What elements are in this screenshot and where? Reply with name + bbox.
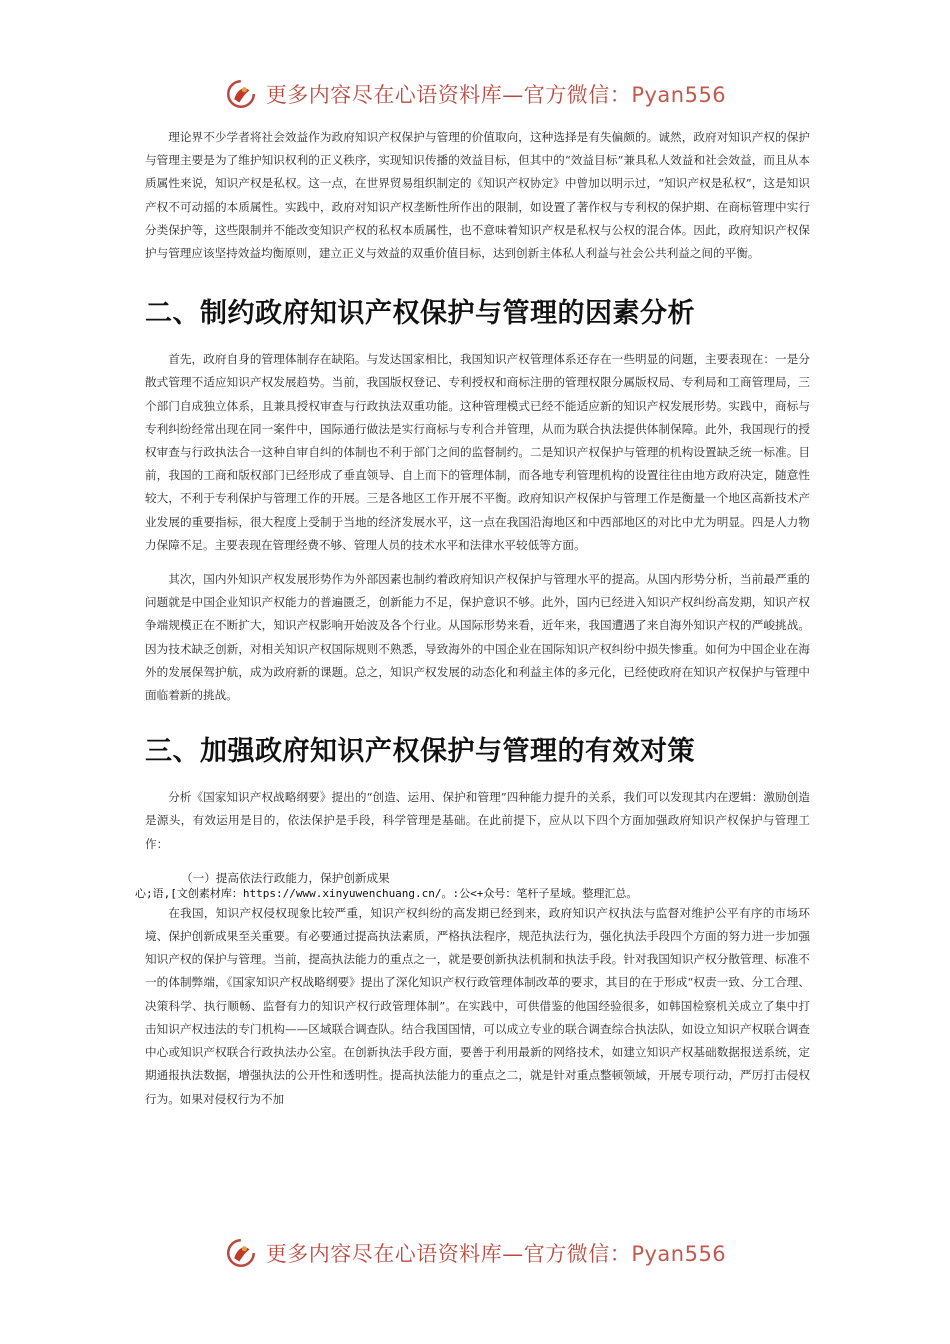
- brush-swirl-logo-icon: [224, 77, 258, 111]
- section-3-paragraph-1: 分析《国家知识产权战略纲要》提出的“创造、运用、保护和管理”四种能力提升的关系，我们可以发现其内在逻辑：激励创造是源头，有效运用是目的，依法保护是手段，科学管理是基础。在此前提下，应从以下四个方面加强政府知识产权保护与管理工作：: [145, 790, 810, 851]
- banner-text: 更多内容尽在心语资料库—官方微信：Pyan556: [265, 1242, 727, 1266]
- banner-text: 更多内容尽在心语资料库—官方微信：Pyan556: [265, 83, 727, 107]
- section-3-paragraph-2: 在我国，知识产权侵权现象比较严重，知识产权纠纷的高发期已经到来，政府知识产权执法与监督对维护公平有序的市场环境、保护创新成果至关重要。有必要通过提高执法素质，严格执法程序，规范执法行为，强化执法手段四个方面的努力进一步加强知识产权的保护与管理。当前，提高执法能力的重点之一，就是要创新执法机制和执法手段。针对我国知识产权分散管理、标准不一的体制弊端，《国家知识产权战略纲要》提出了深化知识产权行政管理体制改革的要求，其目的在于形成“权责一致、分工合理、决策科学、执行顺畅、监督有力的知识产权行政管理体制”。在实践中，可供借鉴的他国经验很多，如韩国检察机关成立了集中打击知识产权违法的专门机构——区域联合调查队。结合我国国情，可以成立专业的联合调查综合执法队，如设立知识产权联合调查中心或知识产权联合行政执法办公室。在创新执法手段方面，要善于利用最新的网络技术，如建立知识产权基础数据报送系统，定期通报执法数据，增强执法的公开性和透明性。提高执法能力的重点之二，就是针对重点整顿领域，开展专项行动，严厉打击侵权行为。如果对侵权行为不加: [145, 905, 810, 1106]
- brush-swirl-logo-icon: [224, 1236, 258, 1270]
- subsection-1-heading: （一）提高依法行政能力，保护创新成果: [181, 870, 390, 885]
- section-3-heading: 三、加强政府知识产权保护与管理的有效对策: [145, 736, 695, 768]
- header-banner: [0, 74, 950, 114]
- footer-banner: [0, 1233, 950, 1273]
- section-2-paragraph-2: 其次，国内外知识产权发展形势作为外部因素也制约着政府知识产权保护与管理水平的提高。从国内形势分析，当前最严重的问题就是中国企业知识产权能力的普遍匮乏，创新能力不足，保护意识不够。此外，国内已经进入知识产权纠纷高发期，知识产权争端规模正在不断扩大，知识产权影响开始波及各个行业。从国际形势来看，近年来，我国遭遇了来自海外知识产权的严峻挑战。因为技术缺乏创新，对相关知识产权国际规则不熟悉，导致海外的中国企业在国际知识产权纠纷中损失惨重。如何为中国企业在海外的发展保驾护航，成为政府新的课题。总之，知识产权发展的动态化和利益主体的多元化，已经使政府在知识产权保护与管理中面临着新的挑战。: [145, 572, 810, 703]
- section-2-heading: 二、制约政府知识产权保护与管理的因素分析: [145, 298, 695, 330]
- document-body: [135, 126, 810, 1111]
- source-note: 心;语,[文创素材库：https://www.xinyuwenchuang.cn/。:公<+众号：笔杆子星域。整理汇总。: [135, 886, 638, 900]
- intro-paragraph: 理论界不少学者将社会效益作为政府知识产权保护与管理的价值取向，这种选择是有失偏颇的。诚然，政府对知识产权的保护与管理主要是为了维护知识权利的正义秩序，实现知识传播的效益目标，但其中的“效益目标”兼具私人效益和社会效益，而且从本质属性来说，知识产权是私权。这一点，在世界贸易组织制定的《知识产权协定》中曾加以明示过，“知识产权是私权”，这是知识产权不可动摇的本质属性。实践中，政府对知识产权垄断性所作出的限制，如设置了著作权与专利权的保护期、在商标管理中实行分类保护等，这些限制并不能改变知识产权的私权本质属性，也不意味着知识产权是私权与公权的混合体。因此，政府知识产权保护与管理应该坚持效益均衡原则，建立正义与效益的双重价值目标，达到创新主体私人利益与社会公共利益之间的平衡。: [145, 130, 810, 261]
- section-2-paragraph-1: 首先，政府自身的管理体制存在缺陷。与发达国家相比，我国知识产权管理体系还存在一些明显的问题，主要表现在：一是分散式管理不适应知识产权发展趋势。当前，我国版权登记、专利授权和商标注册的管理权限分属版权局、专利局和工商管理局，三个部门自成独立体系，且兼具授权审查与行政执法双重功能。这种管理模式已经不能适应新的知识产权发展形势。实践中，商标与专利纠纷经常出现在同一案件中，国际通行做法是实行商标与专利合并管理，从而为联合执法提供体制保障。此外，我国现行的授权审查与行政执法合一这种自审自纠的体制也不利于部门之间的监督制约。二是知识产权保护与管理的机构设置缺乏统一标准。目前，我国的工商和版权部门已经形成了垂直领导、自上而下的管理体制，而各地专利管理机构的设置往往由地方政府决定，随意性较大，不利于专利保护与管理工作的开展。三是各地区工作开展不平衡。政府知识产权保护与管理工作是衡量一个地区高新技术产业发展的重要指标，很大程度上受制于当地的经济发展水平，这一点在我国沿海地区和中西部地区的对比中尤为明显。四是人力物力保障不足。主要表现在管理经费不够、管理人员的技术水平和法律水平较低等方面。: [145, 352, 810, 552]
